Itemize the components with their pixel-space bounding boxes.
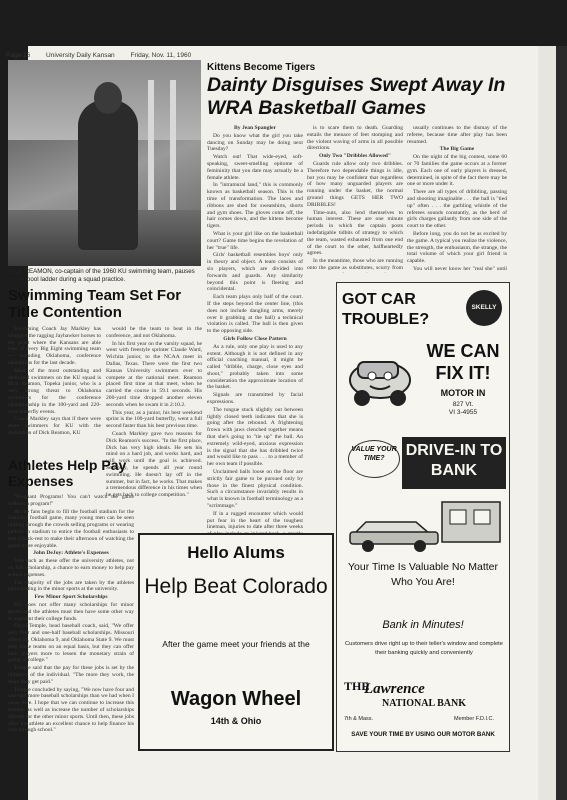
wra-subhead: Girls Follow Close Pattern: [223, 335, 287, 342]
wra-paragraph: Each team plays only half of the court. If the steps beyond the center line, (this does not include dangling arms, merely over it grabbing at the ball) a technical violation is called. The ball is then given to the opposing side.: [207, 294, 303, 335]
drive-in-banner: DRIVE-IN TO BANK: [402, 437, 506, 489]
photo-caption: DICK REAMON, co-captain of the 1960 KU swimming team, pauses on the pool ladder during a squad practice.: [8, 268, 195, 283]
swim-paragraph: In his first year on the varsity squad, he went with freestyle sprinter Claude Ward, Wichita junior, to the NCAA meet in Dallas, Texas. There were the first two Kansas University swimmers ever to compete at the national meet. Reamon placed first time at that meet, when he carried the course in 59.1 seconds. His 200-yard time dropped another eleven seconds when he swam it in 2:10.2.: [106, 340, 202, 408]
wra-paragraph: On the night of the big contest, some 60 or 70 families the game occurs at a former gym. Each one of early players is dressed, determined, in spite of the fact there may be one or more under it.: [407, 154, 507, 188]
athletes-column: [8, 494, 134, 750]
bank-address: 7th & Mass.: [344, 716, 374, 722]
motor-in-name: MOTOR IN: [440, 388, 486, 398]
athletes-paragraph: Temple said that the pay for these jobs is set by the initiative of the individual. "The more they work, the more they get paid.": [8, 665, 134, 685]
athletes-paragraph: The majority of the jobs are taken by the athletes participating in the minor sports at the university.: [8, 579, 134, 593]
wra-paragraph: Before long, you do not be as excited by the game. A typical you realize the violence, the strength, the enthusiasm, the strange, the total volume of which your girl friend is capable.: [407, 230, 507, 265]
customers-text: Customers drive right up to their teller's window and complete their banking quickly and conveniently: [344, 641, 504, 656]
page-number: Page 16: [6, 52, 31, 59]
swim-column-1: [8, 326, 101, 454]
car-trouble-headline: GOT CAR TROUBLE?: [342, 291, 430, 328]
wra-paragraph: Guards rule allow only two dribbles. Therefore two dependable things is idle, but you may be confident that regardless of how many unguarded players are running under the basket, the normal ground things GETS HER TWO DRIBBLES!: [307, 160, 403, 208]
scanner-strip: [556, 46, 567, 800]
athletes-paragraph: Jobs such as these offer the university athletes, not on full scholarship, a chance to earn money to help pay school expenses.: [8, 558, 134, 578]
swim-paragraph: This year, as a junior, his best weekend sprint is the 100-yard butterfly, went a full second faster than his best previous time.: [106, 409, 202, 430]
wra-paragraph: If in a rugged encounter which would put fear in the heart of the toughest lineman, injuries to date after three weeks: [207, 510, 303, 531]
bank-slogan: SAVE YOUR TIME BY USING OUR MOTOR BANK: [351, 731, 495, 738]
wra-paragraph: In "intramural land," this is commonly known as basketball season. This is the time of transformation. The laces and ribbons are shed for sweatshirts, shorts and gym shoes. The gloves come off, the hair comes down, and the kittens become tigers.: [207, 182, 303, 230]
wra-paragraph: Girls' basketball resembles boys' only in theory and object. A team consists of six players, which are divided into forwards and guards. Any similarity beyond this point is fleeting and coincidental.: [207, 252, 303, 293]
wra-paragraph: is to scare them to death. Guarding entails the menace of feet stomping and the violent waving of arms in all possible directions.: [307, 125, 403, 152]
we-can-fix-it: WE CAN FIX IT!: [426, 341, 500, 383]
bank-national: NATIONAL BANK: [382, 698, 466, 709]
wra-paragraph: You will never know her "real she" until: [413, 265, 507, 272]
wra-paragraph: Time-outs, also lend themselves to human interest. These are one minute periods in which the captain posts indefatigable tidbits of strategy to which the team, wasted exhausted from one end of the court to the other, halfheartedly agrees.: [307, 209, 403, 257]
wra-column-2: [307, 125, 403, 273]
bank-the: THE: [344, 679, 370, 693]
car-cartoon-icon: [344, 340, 416, 410]
ad-hello-alums: Hello Alums: [187, 543, 285, 562]
wra-subhead: The Big Game: [439, 146, 475, 153]
wra-paragraph: What is your girl like on the basketball court? Game time begins the revelation of her "true" life.: [207, 230, 303, 251]
wra-paragraph: Do you know what the girl you take dancing on Sunday may be doing next Tuesday?: [207, 132, 303, 153]
skelly-logo-icon: SKELLY: [466, 290, 502, 326]
paper-name: University Daily Kansan: [46, 52, 115, 59]
swim-paragraph: would be the team to beat in the conference, and not Oklahoma.: [106, 326, 202, 339]
wra-kicker: Kittens Become Tigers: [207, 62, 316, 73]
wra-paragraph: Watch out! That wide-eyed, soft-speaking, sweet-smelling epitome of femininity that you date may actually be a female athlete.: [207, 154, 303, 181]
bank-lawrence: Lawrence: [364, 681, 425, 697]
page-header: [6, 52, 205, 59]
issue-date: Friday, Nov. 11, 1960: [130, 52, 192, 59]
athletes-paragraph: Temple concluded by saying, "We now have four and one-half more baseball scholarships than we had when I came here. I hope that we can continue to increase this number as well as increase the number of scholarships offered for the other minor sports. Until then, these jobs offer the athlete an excellent chance to help finance his way through school.": [8, 686, 134, 734]
wra-paragraph: The tongue stuck slightly out between tightly closed teeth indicates that she is going after the rebound. A frightening frown with jaws clenched together means that she's going to "tie up" the ball. An extremely wild-eyed, anxious expression is the signal that she has dribbled twice and would like to pass . . . to a member of her own team if possible.: [207, 406, 303, 468]
wagon-wheel-ad: [138, 533, 334, 751]
swim-paragraph: Coach Markley gave two reasons for Dick Reamon's success. "In the first place, Dick has very high ideals. He sets his mind on a hard job, and works hard, and will work until the goal is achieved. Secondly, he spends all year round swimming. He doesn't lay off in the summer, but in fact, he works. That makes a tremendous difference in his times when he gets back to college competition.": [106, 430, 202, 499]
wra-column-1: [207, 125, 303, 535]
wra-paragraph: In the meantime, those who are running onto the game as substitutes, scurry from: [307, 258, 403, 271]
wra-paragraph: As a rule, only one play is used to any extent. Although it is not defined in any official coaching manual, it might be called "dribble, charge, close eyes and shoot," probably taken into some consideration the approximate location of the basket.: [207, 343, 303, 391]
ad-address: 14th & Ohio: [210, 716, 262, 726]
athletes-headline: Athletes Help Pay Expenses: [8, 457, 127, 489]
wra-subhead: Only Two "Dribbles Allowed": [318, 153, 392, 160]
motor-in-phone: VI 3-4955: [448, 409, 478, 416]
wra-paragraph: Signals are transmitted by facial expressions.: [207, 392, 303, 406]
bank-in-minutes: Bank in Minutes!: [382, 619, 464, 631]
next-page-edge: [538, 46, 556, 800]
bank-car-illustration-icon: [346, 494, 504, 554]
swim-paragraph: Swimming Coach Jay Markley has whipped the ragging Jayhawker horses to the point where the Kansans are able foes of every Big Eight swimming team — including Oklahoma, conference champions for the last decade.: [8, 326, 101, 366]
wra-headline: Dainty Disguises Swept Away In WRA Basketball Games: [207, 74, 506, 119]
swim-paragraph: Coach Markley says that if there were more swimmers for KU with the dedication of Dick Reamon, KU: [8, 416, 101, 436]
athletes-paragraph: Floyd Temple, head baseball coach, said, "We offer only four and one-half baseball scholarships. Missouri offers 11, Oklahoma 9, and Oklahoma State 9. We must play these teams on an equal basis, but they can offer their players more to lessen the monetary strain of going to college.": [8, 623, 134, 664]
wra-paragraph: Unclaimed balls loose on the floor are strictly fair game to be pursued only by those in the finest physical condition. Such a circumstance invariably results in what is known in football terminology as a "scrimmage.": [207, 469, 303, 510]
motor-in-address: 827 Vt.: [452, 401, 474, 408]
athletes-paragraph: "Pregnant Programs! You can't watch the game without a program!": [8, 494, 134, 507]
swim-headline: Swimming Team Set For Title Contention: [8, 287, 182, 321]
wra-byline: By Jean Spangler: [234, 125, 276, 131]
athletes-paragraph: KU does not offer many scholarships for minor sports and the athletes must then have some other way to augment their college funds.: [8, 601, 134, 622]
bank-fdic: Member F.D.I.C.: [454, 716, 495, 722]
swim-paragraph: Most of the most outstanding and dedicated swimmers on the KU squad is Dick Reamon, Topeka junior, who is a very strong threat to Oklahoma swimmers for the conference championship in the 100-yard and 220-yard butterfly events.: [8, 367, 101, 415]
athletes-subhead: Few Minor Sport Scholarships: [34, 594, 108, 601]
time-valuable-text: Your Time Is Valuable No Matter Who You Are!: [348, 561, 498, 588]
athletes-paragraph: As the fans begin to fill the football stadium for the Saturday football game, many young men can be seen milling through the crowds selling programs or wearing jackets in stadium to entice the football enthusiasts to rent a back-rest to make their afternoon of watching the game more enjoyable.: [8, 508, 134, 549]
ad-wagon-wheel: Wagon Wheel: [170, 688, 302, 710]
ad-after-game: After the game meet your friends at the: [162, 639, 310, 649]
wra-paragraph: usually continues to the dismay of the referee, because time after play has been resumed.: [407, 125, 507, 145]
wra-paragraph: There are all types of dribbling, passing and shooting imaginable . . . the ball is "tied up" often . . . the garbling whistle of the referees sounds constantly, as the herd of girls charges gallantly from one side of the court to the other.: [407, 189, 507, 230]
wra-column-3: [407, 125, 507, 273]
athletes-subhead: John DeJoy: Athlete's Expenses: [33, 550, 109, 557]
motor-in-contact: [420, 401, 506, 417]
value-your-time-badge: VALUE YOUR TIME?: [348, 440, 400, 478]
ad-help-beat: Help Beat Colorado: [144, 575, 328, 598]
swimmer-photo: [8, 60, 201, 266]
